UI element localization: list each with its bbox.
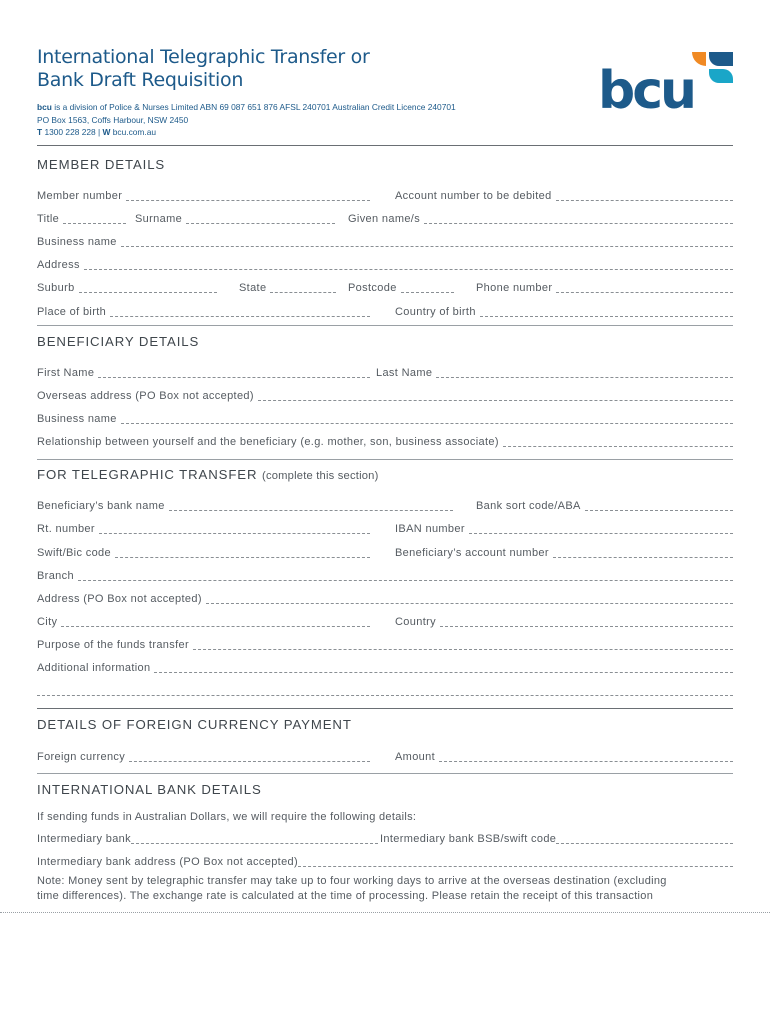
account-number-field[interactable]: [395, 189, 733, 203]
telegraphic-row-4: [37, 569, 733, 583]
postcode-field[interactable]: [348, 281, 454, 295]
telegraphic-divider: [37, 708, 733, 709]
postcode-label: Postcode: [348, 282, 397, 294]
member-divider: [37, 325, 733, 326]
member-business-name-label: Business name: [37, 236, 117, 248]
telegraphic-transfer-title: FOR TELEGRAPHIC TRANSFER: [37, 467, 258, 482]
org-line-2: PO Box 1563, Coffs Harbour, NSW 2450: [37, 114, 189, 125]
state-input-line[interactable]: [270, 292, 336, 293]
swift-input-line[interactable]: [115, 557, 370, 558]
note-line-2: time differences). The exchange rate is calculated at the time of processing. Please retain the receipt of this transaction: [37, 890, 654, 902]
bank-name-field[interactable]: [37, 499, 453, 513]
member-details-heading: MEMBER DETAILS: [37, 157, 166, 172]
beneficiary-business-name-input-line[interactable]: [121, 423, 733, 424]
telegraphic-transfer-heading: [37, 467, 379, 482]
additional-info-continued-line[interactable]: [37, 695, 733, 696]
bank-address-input-line[interactable]: [206, 603, 733, 604]
org-line-1-text: is a division of Police & Nurses Limited ABN 69 087 651 876 AFSL 240701 Australian Credit Licence 240701: [51, 102, 456, 112]
sort-code-input-line[interactable]: [585, 510, 733, 511]
surname-label: Surname: [135, 213, 183, 225]
beneficiary-divider: [37, 459, 733, 460]
beneficiary-details-heading: BENEFICIARY DETAILS: [37, 334, 200, 349]
telegraphic-row-9: [37, 684, 733, 698]
additional-info-field[interactable]: [37, 661, 733, 675]
state-field[interactable]: [239, 281, 336, 295]
country-label: Country: [395, 616, 436, 628]
additional-info-label: Additional information: [37, 662, 151, 674]
logo-orange-leaf: [692, 52, 706, 66]
rt-number-input-line[interactable]: [99, 533, 370, 534]
city-field[interactable]: [37, 615, 370, 629]
sort-code-label: Bank sort code/ABA: [476, 500, 581, 512]
last-name-label: Last Name: [376, 367, 433, 379]
beneficiary-account-input-line[interactable]: [553, 557, 733, 558]
international-bank-heading: INTERNATIONAL BANK DETAILS: [37, 782, 262, 797]
given-names-input-line[interactable]: [424, 223, 733, 224]
intermediary-address-input-line[interactable]: [298, 866, 733, 867]
additional-info-continued-field[interactable]: [37, 684, 733, 698]
member-number-field[interactable]: [37, 189, 370, 203]
telegraphic-row-6: [37, 615, 733, 629]
suburb-label: Suburb: [37, 282, 75, 294]
branch-field[interactable]: [37, 569, 733, 583]
bank-name-label: Beneficiary’s bank name: [37, 500, 165, 512]
rt-number-field[interactable]: [37, 522, 370, 536]
additional-info-input-line[interactable]: [154, 672, 733, 673]
purpose-field[interactable]: [37, 638, 733, 652]
beneficiary-account-field[interactable]: [395, 546, 733, 560]
intermediary-bank-label: Intermediary bank: [37, 833, 131, 845]
postcode-input-line[interactable]: [401, 292, 454, 293]
org-details: [37, 101, 456, 139]
beneficiary-account-label: Beneficiary’s account number: [395, 547, 549, 559]
country-of-birth-input-line[interactable]: [480, 316, 733, 317]
org-line-1: [37, 101, 456, 114]
iban-input-line[interactable]: [469, 533, 733, 534]
last-name-input-line[interactable]: [436, 377, 733, 378]
member-number-label: Member number: [37, 190, 123, 202]
overseas-address-label: Overseas address (PO Box not accepted): [37, 390, 254, 402]
bcu-logo-text: bcu: [598, 61, 695, 112]
title-field[interactable]: [37, 212, 126, 226]
bank-name-input-line[interactable]: [169, 510, 453, 511]
beneficiary-row-3: [37, 412, 733, 426]
title-label: Title: [37, 213, 60, 225]
member-number-input-line[interactable]: [126, 200, 370, 201]
overseas-address-input-line[interactable]: [258, 400, 733, 401]
telegraphic-row-2: [37, 522, 733, 536]
foreign-divider: [37, 773, 733, 774]
first-name-input-line[interactable]: [98, 377, 370, 378]
iban-field[interactable]: [395, 522, 733, 536]
relationship-input-line[interactable]: [503, 446, 733, 447]
intermediary-address-field[interactable]: [37, 855, 733, 869]
overseas-address-field[interactable]: [37, 389, 733, 403]
intermediary-bank-field[interactable]: [37, 832, 378, 846]
member-row-3: [37, 235, 733, 249]
beneficiary-row-2: [37, 389, 733, 403]
place-of-birth-input-line[interactable]: [110, 316, 370, 317]
org-web: bcu.com.au: [110, 127, 157, 137]
beneficiary-row-1: [37, 366, 733, 380]
country-field[interactable]: [395, 615, 733, 629]
logo-teal-leaf: [709, 69, 733, 83]
telegraphic-row-3: [37, 546, 733, 560]
intermediary-address-label: Intermediary bank address (PO Box not accepted): [37, 856, 299, 868]
intermediary-bank-input-line[interactable]: [131, 843, 378, 844]
foreign-currency-input-line[interactable]: [129, 761, 370, 762]
iban-label: IBAN number: [395, 523, 465, 535]
beneficiary-business-name-field[interactable]: [37, 412, 733, 426]
last-name-field[interactable]: [376, 366, 733, 380]
member-row-5: [37, 281, 733, 295]
surname-field[interactable]: [135, 212, 335, 226]
org-phone: 1300 228 228 |: [42, 127, 103, 137]
member-row-4: [37, 258, 733, 272]
intermediary-bsb-input-line[interactable]: [556, 843, 733, 844]
suburb-input-line[interactable]: [79, 292, 217, 293]
org-brand: bcu: [37, 102, 52, 112]
org-phone-label: T: [37, 127, 43, 137]
intermediary-bsb-field[interactable]: [380, 832, 733, 846]
org-line-3: [37, 126, 456, 139]
international-row-2: [37, 855, 733, 869]
foreign-currency-field[interactable]: [37, 750, 370, 764]
branch-input-line[interactable]: [78, 580, 733, 581]
suburb-field[interactable]: [37, 281, 217, 295]
logo-blue-leaf: [709, 52, 733, 66]
international-intro: If sending funds in Australian Dollars, we will require the following details:: [37, 811, 417, 823]
member-row-2: [37, 212, 733, 226]
country-of-birth-label: Country of birth: [395, 306, 476, 318]
place-of-birth-label: Place of birth: [37, 306, 107, 318]
relationship-field[interactable]: [37, 435, 733, 449]
amount-field[interactable]: [395, 750, 733, 764]
telegraphic-row-1: [37, 499, 733, 513]
phone-field[interactable]: [476, 281, 733, 295]
sort-code-field[interactable]: [476, 499, 733, 513]
given-names-label: Given name/s: [348, 213, 421, 225]
bcu-logo: [596, 50, 736, 112]
state-label: State: [239, 282, 267, 294]
beneficiary-row-4: [37, 435, 733, 449]
account-number-input-line[interactable]: [556, 200, 733, 201]
swift-label: Swift/Bic code: [37, 547, 111, 559]
surname-input-line[interactable]: [186, 223, 335, 224]
city-label: City: [37, 616, 58, 628]
account-number-label: Account number to be debited: [395, 190, 552, 202]
beneficiary-business-name-label: Business name: [37, 413, 117, 425]
note-line-1: Note: Money sent by telegraphic transfer may take up to four working days to arrive at the overseas destination (excluding: [37, 875, 667, 887]
international-row-1: [37, 832, 733, 846]
first-name-label: First Name: [37, 367, 95, 379]
member-business-name-input-line[interactable]: [121, 246, 733, 247]
page-cut-line: [0, 912, 770, 913]
amount-label: Amount: [395, 751, 436, 763]
branch-label: Branch: [37, 570, 74, 582]
country-input-line[interactable]: [440, 626, 733, 627]
member-address-label: Address: [37, 259, 80, 271]
form-title-line-1: International Telegraphic Transfer or: [37, 46, 370, 68]
bank-address-field[interactable]: [37, 592, 733, 606]
intermediary-bsb-label: Intermediary bank BSB/swift code: [380, 833, 557, 845]
given-names-field[interactable]: [348, 212, 733, 226]
member-business-name-field[interactable]: [37, 235, 733, 249]
telegraphic-row-8: [37, 661, 733, 675]
country-of-birth-field[interactable]: [395, 305, 733, 319]
swift-field[interactable]: [37, 546, 370, 560]
member-row-6: [37, 305, 733, 319]
purpose-input-line[interactable]: [193, 649, 733, 650]
telegraphic-transfer-note: (complete this section): [262, 470, 379, 482]
telegraphic-row-5: [37, 592, 733, 606]
place-of-birth-field[interactable]: [37, 305, 370, 319]
rt-number-label: Rt. number: [37, 523, 95, 535]
relationship-label: Relationship between yourself and the beneficiary (e.g. mother, son, business associate): [37, 436, 499, 448]
title-input-line[interactable]: [63, 223, 126, 224]
first-name-field[interactable]: [37, 366, 370, 380]
telegraphic-row-7: [37, 638, 733, 652]
form-title: [37, 46, 370, 92]
form-title-line-2: Bank Draft Requisition: [37, 69, 244, 91]
city-input-line[interactable]: [61, 626, 370, 627]
foreign-currency-label: Foreign currency: [37, 751, 126, 763]
member-address-field[interactable]: [37, 258, 733, 272]
header-divider: [37, 145, 733, 146]
member-row-1: [37, 189, 733, 203]
foreign-currency-heading: DETAILS OF FOREIGN CURRENCY PAYMENT: [37, 717, 352, 732]
purpose-label: Purpose of the funds transfer: [37, 639, 190, 651]
member-address-input-line[interactable]: [84, 269, 733, 270]
bank-address-label: Address (PO Box not accepted): [37, 593, 202, 605]
phone-input-line[interactable]: [556, 292, 733, 293]
foreign-row-1: [37, 750, 733, 764]
phone-label: Phone number: [476, 282, 553, 294]
amount-input-line[interactable]: [439, 761, 733, 762]
org-web-label: W: [102, 127, 111, 137]
